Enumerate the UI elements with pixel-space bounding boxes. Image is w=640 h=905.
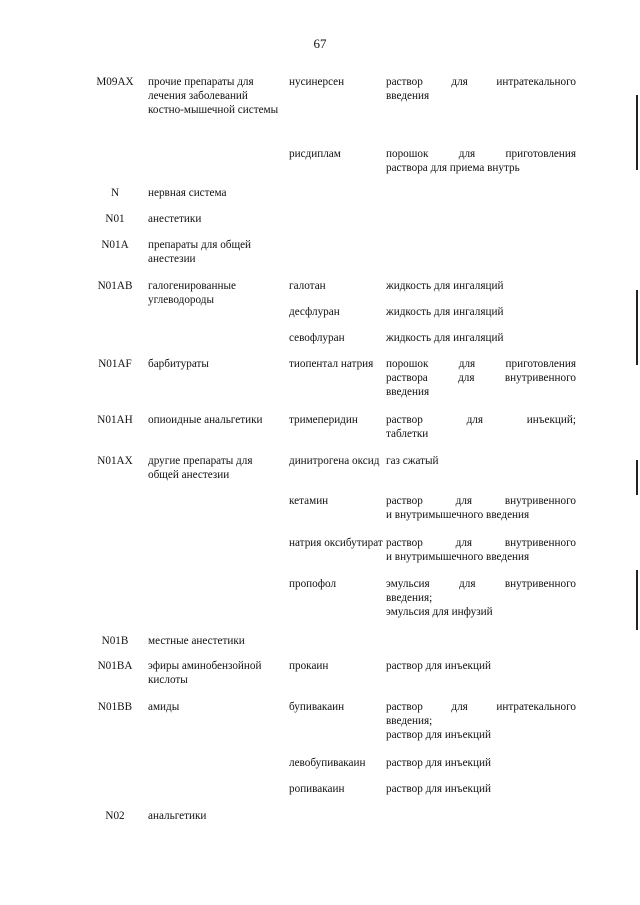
dosage-form (386, 782, 576, 796)
dosage-form-line: раствора для приема внутрь (386, 162, 520, 174)
dosage-form-line: жидкость для ингаляций (386, 332, 504, 344)
atc-code: N01AB (97, 280, 133, 292)
dosage-form-line: раствор для инъекций (386, 729, 491, 741)
dosage-form (386, 700, 576, 742)
group-name: амиды (148, 701, 180, 713)
page-number: 67 (313, 36, 327, 51)
dosage-form-line: раствор для инъекций (386, 757, 491, 769)
atc-code: N01BB (97, 701, 133, 713)
dosage-form-line: раствора для внутривенного (386, 372, 576, 384)
dosage-form (386, 413, 576, 441)
drug-name: ропивакаин (289, 783, 345, 795)
drug-name: галотан (289, 280, 326, 292)
group-name: барбитураты (148, 358, 209, 370)
dosage-form-line: раствор для внутривенного (386, 495, 576, 507)
dosage-form-line: раствор для интратекального (386, 701, 576, 713)
drug-name: пропофол (289, 578, 337, 590)
dosage-form (386, 147, 576, 175)
atc-code: N (110, 187, 120, 199)
dosage-form-line: и внутримышечного введения (386, 551, 530, 563)
drug-name: натрия оксибутират (289, 537, 383, 549)
dosage-form (386, 75, 576, 103)
group-name: местные анестетики (148, 635, 245, 647)
group-name: галогенированные углеводороды (148, 280, 236, 306)
dosage-form (386, 331, 576, 345)
dosage-form-line: введения (386, 386, 430, 398)
dosage-form-line: газ сжатый (386, 455, 439, 467)
atc-code: N01AH (97, 414, 133, 426)
dosage-form-line: введения (386, 90, 430, 102)
atc-code: M09AX (96, 76, 134, 88)
scan-margin-mark (636, 460, 638, 495)
dosage-form-line: эмульсия для внутривенного (386, 578, 576, 590)
atc-code: N01AF (98, 358, 132, 370)
drug-name: бупивакаин (289, 701, 345, 713)
scan-margin-mark (636, 290, 638, 365)
group-name: анестетики (148, 213, 202, 225)
dosage-form-line: порошок для приготовления (386, 358, 576, 370)
dosage-form-line: раствор для внутривенного (386, 537, 576, 549)
dosage-form (386, 357, 576, 399)
dosage-form (386, 659, 576, 673)
dosage-form (386, 536, 576, 564)
drug-name: левобупивакаин (289, 757, 366, 769)
drug-name: нусинерсен (289, 76, 345, 88)
dosage-form (386, 305, 576, 319)
drug-name: тиопентал натрия (289, 358, 374, 370)
dosage-form-line: раствор для инъекций; (386, 414, 576, 426)
dosage-form-line: таблетки (386, 428, 429, 440)
dosage-form-line: раствор для инъекций (386, 783, 491, 795)
dosage-form-line: жидкость для ингаляций (386, 306, 504, 318)
dosage-form-line: и внутримышечного введения (386, 509, 530, 521)
group-name: другие препараты для общей анестезии (148, 455, 253, 481)
dosage-form-line: раствор для инъекций (386, 660, 491, 672)
group-name: эфиры аминобензойной кислоты (148, 660, 262, 686)
dosage-form (386, 756, 576, 770)
drug-name: севофлуран (289, 332, 345, 344)
group-name: препараты для общей анестезии (148, 239, 252, 265)
atc-code: N01 (105, 213, 125, 225)
atc-code: N01A (101, 239, 129, 251)
atc-code: N01BA (97, 660, 133, 672)
drug-name: тримеперидин (289, 414, 358, 426)
drug-name: кетамин (289, 495, 329, 507)
atc-code: N01B (101, 635, 129, 647)
dosage-form-line: жидкость для ингаляций (386, 280, 504, 292)
group-name: прочие препараты для лечения заболеваний костно-мышечной системы (148, 76, 279, 116)
drug-name: рисдиплам (289, 148, 341, 160)
dosage-form (386, 577, 576, 619)
dosage-form (386, 494, 576, 522)
atc-code: N01AX (97, 455, 133, 467)
atc-code: N02 (105, 810, 125, 822)
scan-margin-mark (636, 95, 638, 170)
scan-margin-mark (636, 570, 638, 630)
dosage-form-line: введения; (386, 715, 433, 727)
dosage-form (386, 279, 576, 293)
group-name: анальгетики (148, 810, 207, 822)
dosage-form-line: эмульсия для инфузий (386, 606, 493, 618)
drug-name: десфлуран (289, 306, 340, 318)
group-name: опиоидные анальгетики (148, 414, 263, 426)
dosage-form-line: раствор для интратекального (386, 76, 576, 88)
dosage-form (386, 454, 576, 468)
group-name: нервная система (148, 187, 227, 199)
drug-name: динитрогена оксид (289, 455, 380, 467)
dosage-form-line: введения; (386, 592, 433, 604)
dosage-form-line: порошок для приготовления (386, 148, 576, 160)
drug-name: прокаин (289, 660, 329, 672)
